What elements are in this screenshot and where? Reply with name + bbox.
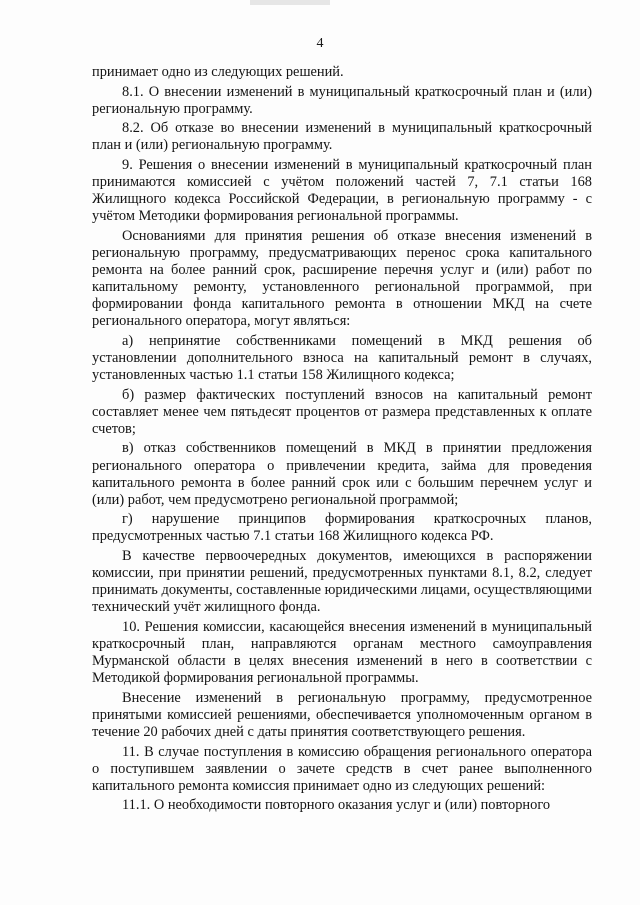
- paragraph: 9. Решения о внесении изменений в муниципальный краткосрочный план принимаются комиссией с учётом положений частей 7, 7.1 статьи 168 Жилищного кодекса Российской Федерации, в региональную программу - с учётом Методики формирования региональной программы.: [92, 156, 592, 225]
- paragraph: Основаниями для принятия решения об отказе внесения изменений в региональную программу, предусматривающих перенос срока капитального ремонта на более ранний срок, расширение перечня услуг и (или) работ по капитальному ремонту, установленного региональной программой, при формировании фонда капитального ремонта в отношении МКД на счете регионального оператора, могут являться:: [92, 227, 592, 330]
- page-number: 4: [316, 36, 324, 51]
- paragraph: 10. Решения комиссии, касающейся внесения изменений в муниципальный краткосрочный план, направляются органам местного самоуправления Мурманской области в целях внесения изменений в него в соответствии с Методикой формирования региональной программы.: [92, 618, 592, 687]
- scan-artifact: [250, 0, 330, 5]
- paragraph: а) непринятие собственниками помещений в МКД решения об установлении дополнительного взноса на капитальный ремонт в случаях, установленных частью 1.1 статьи 158 Жилищного кодекса;: [92, 332, 592, 384]
- paragraph: Внесение изменений в региональную программу, предусмотренное принятыми комиссией решениями, обеспечивается уполномоченным органом в течение 20 рабочих дней с даты принятия соответствующего решения.: [92, 689, 592, 740]
- paragraph: б) размер фактических поступлений взносов на капитальный ремонт составляет менее чем пятьдесят процентов от размера представленных к оплате счетов;: [92, 386, 592, 437]
- paragraph: г) нарушение принципов формирования краткосрочных планов, предусмотренных частью 7.1 статьи 168 Жилищного кодекса РФ.: [92, 511, 592, 545]
- paragraph: 11. В случае поступления в комиссию обращения регионального оператора о поступившем заявлении о зачете средств в счет ранее выполненного капитального ремонта комиссия принимает одно из следующих решений:: [92, 743, 592, 794]
- paragraph: 11.1. О необходимости повторного оказания услуг и (или) повторного: [122, 797, 551, 814]
- paragraph: принимает одно из следующих решений.: [92, 64, 344, 80]
- paragraph: в) отказ собственников помещений в МКД в принятии предложения регионального оператора о привлечении кредита, займа для проведения капитального ремонта в более ранний срок или с большим перечнем услуг и (или) работ, чем предусмотрено региональной программой;: [92, 440, 592, 508]
- paragraph: В качестве первоочередных документов, имеющихся в распоряжении комиссии, при принятии решений, предусмотренных пунктами 8.1, 8.2, следует принимать документы, составленные юридическими лицами, осуществляющими технический учёт жилищного фонда.: [92, 548, 592, 616]
- paragraph: 8.1. О внесении изменений в муниципальный краткосрочный план и (или) региональную программу.: [92, 83, 592, 117]
- paragraph: 8.2. Об отказе во внесении изменений в муниципальный краткосрочный план и (или) региональную программу.: [92, 120, 592, 154]
- document-body: [92, 64, 592, 817]
